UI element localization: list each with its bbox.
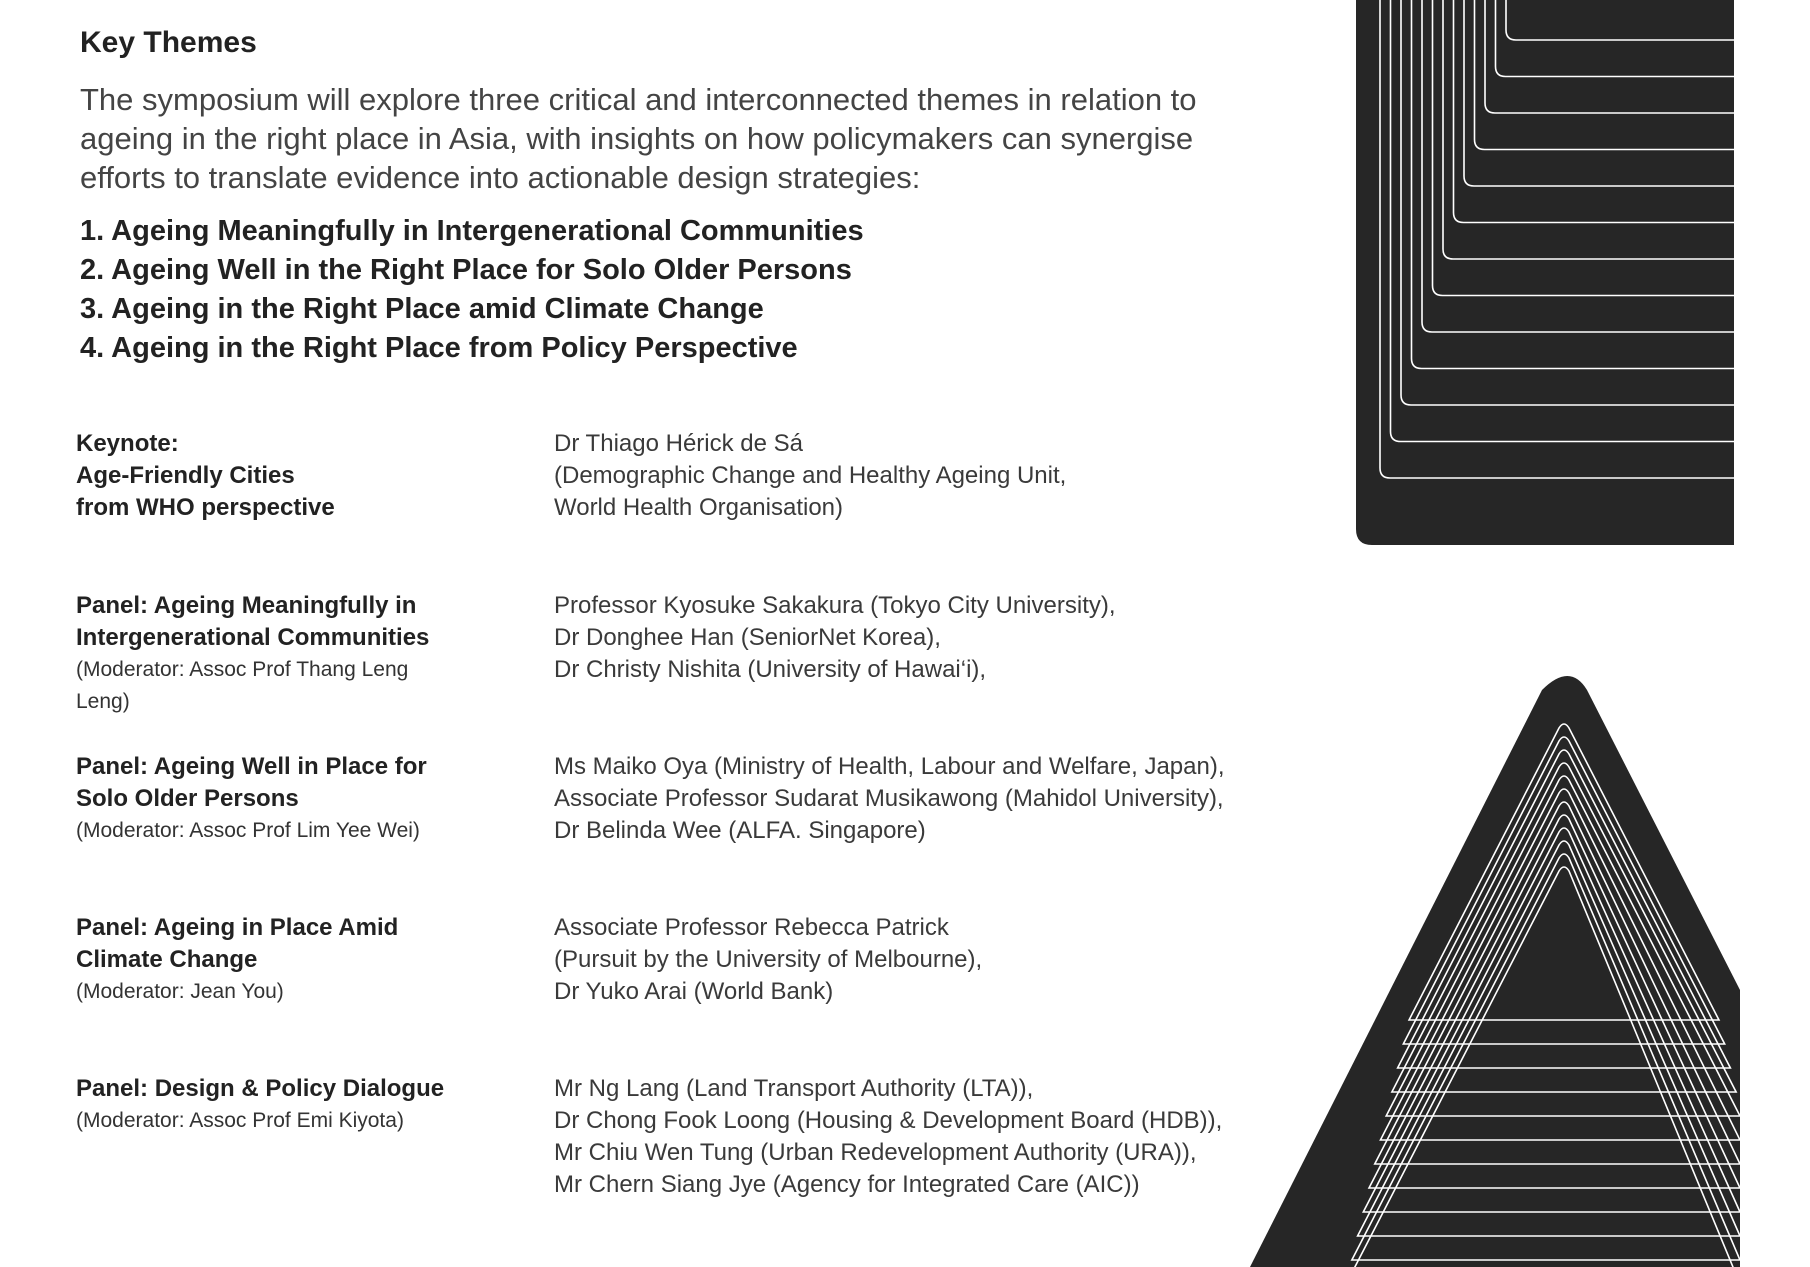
session-speakers: [554, 751, 1314, 847]
speaker-line: Dr Thiago Hérick de Sá: [554, 430, 803, 457]
moderator-line: (Moderator: Assoc Prof Lim Yee Wei): [76, 819, 420, 842]
speaker-line: Mr Ng Lang (Land Transport Authority (LTA)),: [554, 1075, 1034, 1102]
session-title-line: Panel: Design & Policy Dialogue: [76, 1075, 445, 1102]
page-heading: Key Themes: [80, 26, 257, 59]
moderator-line: (Moderator: Jean You): [76, 980, 284, 1003]
theme-item: 1. Ageing Meaningfully in Intergenerational Communities: [80, 215, 864, 247]
session-title-line: Age-Friendly Cities: [76, 462, 295, 489]
session-title-block: [76, 590, 516, 718]
speaker-line: Dr Christy Nishita (University of Hawai‘i),: [554, 656, 987, 683]
themes-list: [80, 212, 864, 368]
speaker-line: World Health Organisation): [554, 494, 844, 521]
speaker-line: (Demographic Change and Healthy Ageing Unit,: [554, 462, 1067, 489]
speaker-line: Dr Yuko Arai (World Bank): [554, 978, 834, 1005]
session-speakers: [554, 590, 1314, 686]
session-speakers: [554, 1073, 1314, 1201]
intro-line: ageing in the right place in Asia, with insights on how policymakers can synergise: [80, 121, 1194, 156]
session-title-block: [76, 912, 516, 1008]
session-title-line: from WHO perspective: [76, 494, 335, 521]
theme-item: 3. Ageing in the Right Place amid Climate Change: [80, 293, 764, 325]
speaker-line: Mr Chiu Wen Tung (Urban Redevelopment Authority (URA)),: [554, 1139, 1197, 1166]
art-background: [1356, 0, 1734, 545]
session-title-line: Keynote:: [76, 430, 179, 457]
speaker-line: Dr Donghee Han (SeniorNet Korea),: [554, 624, 941, 651]
session-speakers: [554, 428, 1314, 524]
speaker-line: Mr Chern Siang Jye (Agency for Integrated Care (AIC)): [554, 1171, 1140, 1198]
intro-line: efforts to translate evidence into actionable design strategies:: [80, 160, 921, 195]
moderator-line: (Moderator: Assoc Prof Thang Leng: [76, 658, 409, 681]
nested-triangles-art: [1250, 670, 1740, 1267]
session-title-line: Solo Older Persons: [76, 785, 299, 812]
intro-line: The symposium will explore three critical and interconnected themes in relation to: [80, 82, 1197, 117]
speaker-line: Ms Maiko Oya (Ministry of Health, Labour and Welfare, Japan),: [554, 753, 1225, 780]
theme-item: 4. Ageing in the Right Place from Policy Perspective: [80, 332, 798, 364]
speaker-line: Dr Chong Fook Loong (Housing & Development Board (HDB)),: [554, 1107, 1223, 1134]
moderator-line: Leng): [76, 690, 130, 713]
session-title-line: Panel: Ageing Meaningfully in: [76, 592, 417, 619]
session-title-line: Intergenerational Communities: [76, 624, 430, 651]
nested-squares-art: [1350, 0, 1740, 550]
speaker-line: Professor Kyosuke Sakakura (Tokyo City University),: [554, 592, 1116, 619]
moderator-line: (Moderator: Assoc Prof Emi Kiyota): [76, 1109, 404, 1132]
session-title-block: [76, 428, 516, 524]
session-title-block: [76, 1073, 516, 1137]
session-title-block: [76, 751, 516, 847]
theme-item: 2. Ageing Well in the Right Place for Solo Older Persons: [80, 254, 852, 286]
speaker-line: Associate Professor Sudarat Musikawong (Mahidol University),: [554, 785, 1224, 812]
session-title-line: Panel: Ageing in Place Amid: [76, 914, 399, 941]
speaker-line: Associate Professor Rebecca Patrick: [554, 914, 949, 941]
speaker-line: Dr Belinda Wee (ALFA. Singapore): [554, 817, 926, 844]
intro-paragraph: [80, 80, 1260, 197]
speaker-line: (Pursuit by the University of Melbourne),: [554, 946, 983, 973]
session-speakers: [554, 912, 1314, 1008]
session-title-line: Panel: Ageing Well in Place for: [76, 753, 427, 780]
session-title-line: Climate Change: [76, 946, 258, 973]
